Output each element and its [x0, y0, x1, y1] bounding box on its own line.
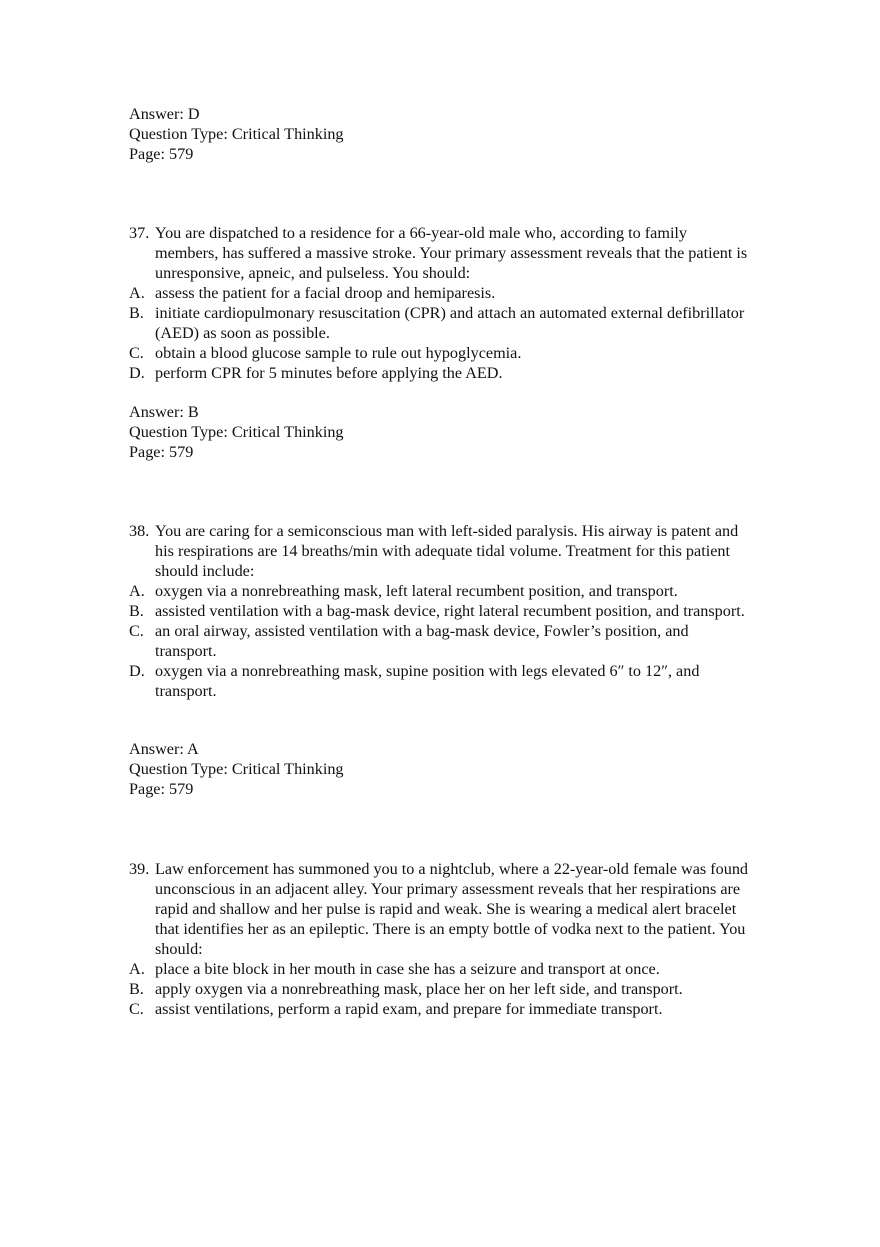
option-b: [129, 601, 769, 621]
option-c: [129, 999, 769, 1019]
question-38: [129, 521, 769, 701]
page-reference-line: Page: 579: [129, 145, 194, 163]
question-number: 39.: [129, 860, 150, 878]
question-39: [129, 859, 769, 1019]
option-letter: A.: [129, 284, 145, 302]
option-letter: C.: [129, 344, 144, 362]
question-type-line: Question Type: Critical Thinking: [129, 760, 344, 778]
option-letter: D.: [129, 662, 145, 680]
question-stem: Law enforcement has summoned you to a nightclub, where a 22-year-old female was found unconscious in an adjacent alley. Your primary assessment reveals that her respirations are rapid and shallow and her pulse is rapid and weak. She is wearing a medical alert bracelet that identifies her as an epileptic. There is an empty bottle of vodka next to the patient. You should:: [155, 860, 749, 958]
answer-block-37: [129, 402, 769, 462]
answer-line: Answer: D: [129, 105, 200, 123]
option-letter: B.: [129, 602, 144, 620]
answer-block-38: [129, 739, 769, 799]
option-text: an oral airway, assisted ventilation with a bag-mask device, Fowler’s position, and transport.: [155, 622, 689, 660]
option-text: place a bite block in her mouth in case she has a seizure and transport at once.: [155, 960, 660, 978]
option-a: [129, 283, 769, 303]
option-text: perform CPR for 5 minutes before applying the AED.: [155, 364, 503, 382]
option-text: assess the patient for a facial droop and hemiparesis.: [155, 284, 496, 302]
option-text: initiate cardiopulmonary resuscitation (CPR) and attach an automated external defibrillator (AED) as soon as possible.: [155, 304, 745, 342]
option-a: [129, 581, 769, 601]
question-number: 37.: [129, 224, 150, 242]
question-type-line: Question Type: Critical Thinking: [129, 423, 344, 441]
option-letter: D.: [129, 364, 145, 382]
option-text: assisted ventilation with a bag-mask device, right lateral recumbent position, and transport.: [155, 602, 745, 620]
question-37: [129, 223, 769, 383]
option-letter: B.: [129, 304, 144, 322]
option-a: [129, 959, 769, 979]
option-letter: A.: [129, 960, 145, 978]
answer-line: Answer: B: [129, 403, 199, 421]
option-letter: C.: [129, 622, 144, 640]
option-d: [129, 363, 769, 383]
question-number: 38.: [129, 522, 150, 540]
option-b: [129, 979, 769, 999]
option-text: obtain a blood glucose sample to rule out hypoglycemia.: [155, 344, 522, 362]
option-text: oxygen via a nonrebreathing mask, left lateral recumbent position, and transport.: [155, 582, 678, 600]
option-text: apply oxygen via a nonrebreathing mask, place her on her left side, and transport.: [155, 980, 683, 998]
option-letter: B.: [129, 980, 144, 998]
question-stem: You are dispatched to a residence for a 66-year-old male who, according to family members, has suffered a massive stroke. Your primary assessment reveals that the patient is unresponsive, apneic, and pulseless. You should:: [155, 224, 748, 282]
answer-line: Answer: A: [129, 740, 199, 758]
option-d: [129, 661, 769, 701]
question-stem: You are caring for a semiconscious man with left-sided paralysis. His airway is patent and his respirations are 14 breaths/min with adequate tidal volume. Treatment for this patient should include:: [155, 522, 739, 580]
page-reference-line: Page: 579: [129, 780, 194, 798]
option-letter: A.: [129, 582, 145, 600]
page-reference-line: Page: 579: [129, 443, 194, 461]
option-letter: C.: [129, 1000, 144, 1018]
option-b: [129, 303, 769, 343]
option-c: [129, 343, 769, 363]
option-text: oxygen via a nonrebreathing mask, supine position with legs elevated 6″ to 12″, and transport.: [155, 662, 700, 700]
question-type-line: Question Type: Critical Thinking: [129, 125, 344, 143]
option-text: assist ventilations, perform a rapid exam, and prepare for immediate transport.: [155, 1000, 663, 1018]
answer-block-36: [129, 104, 769, 164]
option-c: [129, 621, 769, 661]
